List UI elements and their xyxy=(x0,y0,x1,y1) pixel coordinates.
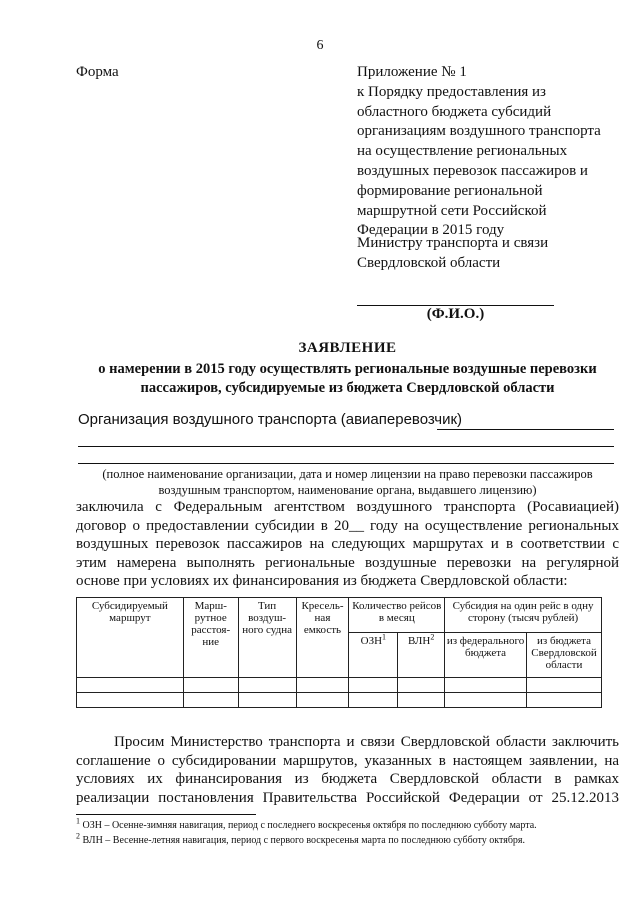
table-cell[interactable] xyxy=(445,678,527,693)
footnote-ref: 1 xyxy=(382,632,387,642)
table-row xyxy=(77,693,602,708)
subtitle-line: пассажиров, субсидируемые из бюджета Свердловской области xyxy=(140,379,555,396)
request-line: реализации постановления Правительства Российской Федерации от 25.12.2013 xyxy=(76,789,619,806)
body-line: основе при условиях их финансирования из бюджета Свердловской области: xyxy=(76,573,568,589)
ozn-label: ОЗН xyxy=(360,635,383,647)
body-line: этим намерена выполнять региональные воздушные перевозки на регулярной xyxy=(76,554,619,571)
footnote-text: ВЛН – Весенне-летняя навигация, период с первого воскресенья марта по последнюю субботу октября. xyxy=(80,835,526,846)
header-vln xyxy=(398,633,445,678)
appendix-line: воздушных перевозок пассажиров и xyxy=(357,162,588,179)
appendix-line: областного бюджета субсидий xyxy=(357,103,552,120)
table-cell[interactable] xyxy=(349,693,398,708)
body-line: заключила с Федеральным агентством воздушного транспорта (Росавиацией) xyxy=(76,499,619,515)
table-cell[interactable] xyxy=(526,678,601,693)
body-line: договор о предоставлении субсидии в 20__ году на осуществление региональных xyxy=(76,517,619,534)
appendix-line: формирование региональной xyxy=(357,182,543,199)
table-cell[interactable] xyxy=(77,693,184,708)
request-line: Просим Министерство транспорта и связи Свердловской области заключить xyxy=(114,734,619,750)
body-line: воздушных перевозок пассажиров на следующих маршрутах и в соответствии с xyxy=(76,536,619,552)
statement-body xyxy=(76,498,619,591)
header-route: Субсидируемый маршрут xyxy=(77,598,184,678)
appendix-header xyxy=(357,63,627,241)
org-name-field[interactable] xyxy=(437,429,614,430)
table-cell[interactable] xyxy=(445,693,527,708)
appendix-line: организациям воздушного транспорта xyxy=(357,123,601,140)
note-line: (полное наименование организации, дата и номер лицензии на право перевозки пассажиров xyxy=(102,467,593,481)
addressee-line: Свердловской области xyxy=(357,255,501,271)
subtitle-line: о намерении в 2015 году осуществлять региональные воздушные перевозки xyxy=(98,361,597,377)
form-label: Форма xyxy=(76,64,119,80)
footnote-text: ОЗН – Осенне-зимняя навигация, период с последнего воскресенья октября по последнюю субботу марта. xyxy=(80,820,537,831)
appendix-line: Федерации в 2015 году xyxy=(357,222,505,239)
table-cell[interactable] xyxy=(296,678,349,693)
appendix-line: Приложение № 1 xyxy=(357,64,467,80)
org-name-field-line[interactable] xyxy=(78,463,614,464)
header-capacity: Кресель-ная емкость xyxy=(296,598,349,678)
table-cell[interactable] xyxy=(77,678,184,693)
routes-table xyxy=(76,597,602,708)
table-cell[interactable] xyxy=(238,678,296,693)
footnote-2 xyxy=(76,831,526,846)
request-line: соглашение о субсидировании маршрутов, указанных в настоящем заявлении, на xyxy=(76,752,619,769)
table-cell[interactable] xyxy=(398,678,445,693)
footnote-separator xyxy=(76,814,256,815)
addressee-line: Министру транспорта и связи xyxy=(357,235,549,251)
footnote-mark: 2 xyxy=(76,831,80,841)
table-cell[interactable] xyxy=(183,693,238,708)
header-ozn xyxy=(349,633,398,678)
appendix-line: к Порядку предоставления из xyxy=(357,83,546,100)
appendix-line: маршрутной сети Российской xyxy=(357,202,547,219)
header-federal-budget: из федерального бюджета xyxy=(445,633,527,678)
org-name-field-line[interactable] xyxy=(78,446,614,447)
document-title: ЗАЯВЛЕНИЕ xyxy=(298,340,397,356)
table-row xyxy=(77,678,602,693)
header-regional-budget: из бюджета Свердловской области xyxy=(526,633,601,678)
table-cell[interactable] xyxy=(349,678,398,693)
table-cell[interactable] xyxy=(526,693,601,708)
page-number: 6 xyxy=(316,38,324,53)
table-cell[interactable] xyxy=(238,693,296,708)
header-flights: Количество рейсов в месяц xyxy=(349,598,445,633)
fio-label: (Ф.И.О.) xyxy=(426,306,485,322)
document-subtitle xyxy=(76,360,619,397)
footnote-1 xyxy=(76,816,537,831)
header-distance: Марш-рутное расстоя-ние xyxy=(183,598,238,678)
addressee xyxy=(357,233,548,273)
table-cell[interactable] xyxy=(398,693,445,708)
org-field-note xyxy=(76,466,619,498)
footnote-mark: 1 xyxy=(76,816,80,826)
org-label: Организация воздушного транспорта (авиаперевозчик) xyxy=(78,411,463,428)
note-line: воздушным транспортом, наименование органа, выдавшего лицензию) xyxy=(158,483,537,497)
request-paragraph xyxy=(76,733,619,807)
header-subsidy: Субсидия на один рейс в одну сторону (тысяч рублей) xyxy=(445,598,602,633)
header-aircraft-type: Тип воздуш-ного судна xyxy=(238,598,296,678)
table-cell[interactable] xyxy=(296,693,349,708)
table-cell[interactable] xyxy=(183,678,238,693)
request-line: условиях их финансирования из бюджета Свердловской области в рамках xyxy=(76,771,619,787)
footnote-ref: 2 xyxy=(430,632,435,642)
appendix-line: на осуществление региональных xyxy=(357,143,568,160)
vln-label: ВЛН xyxy=(408,635,431,647)
